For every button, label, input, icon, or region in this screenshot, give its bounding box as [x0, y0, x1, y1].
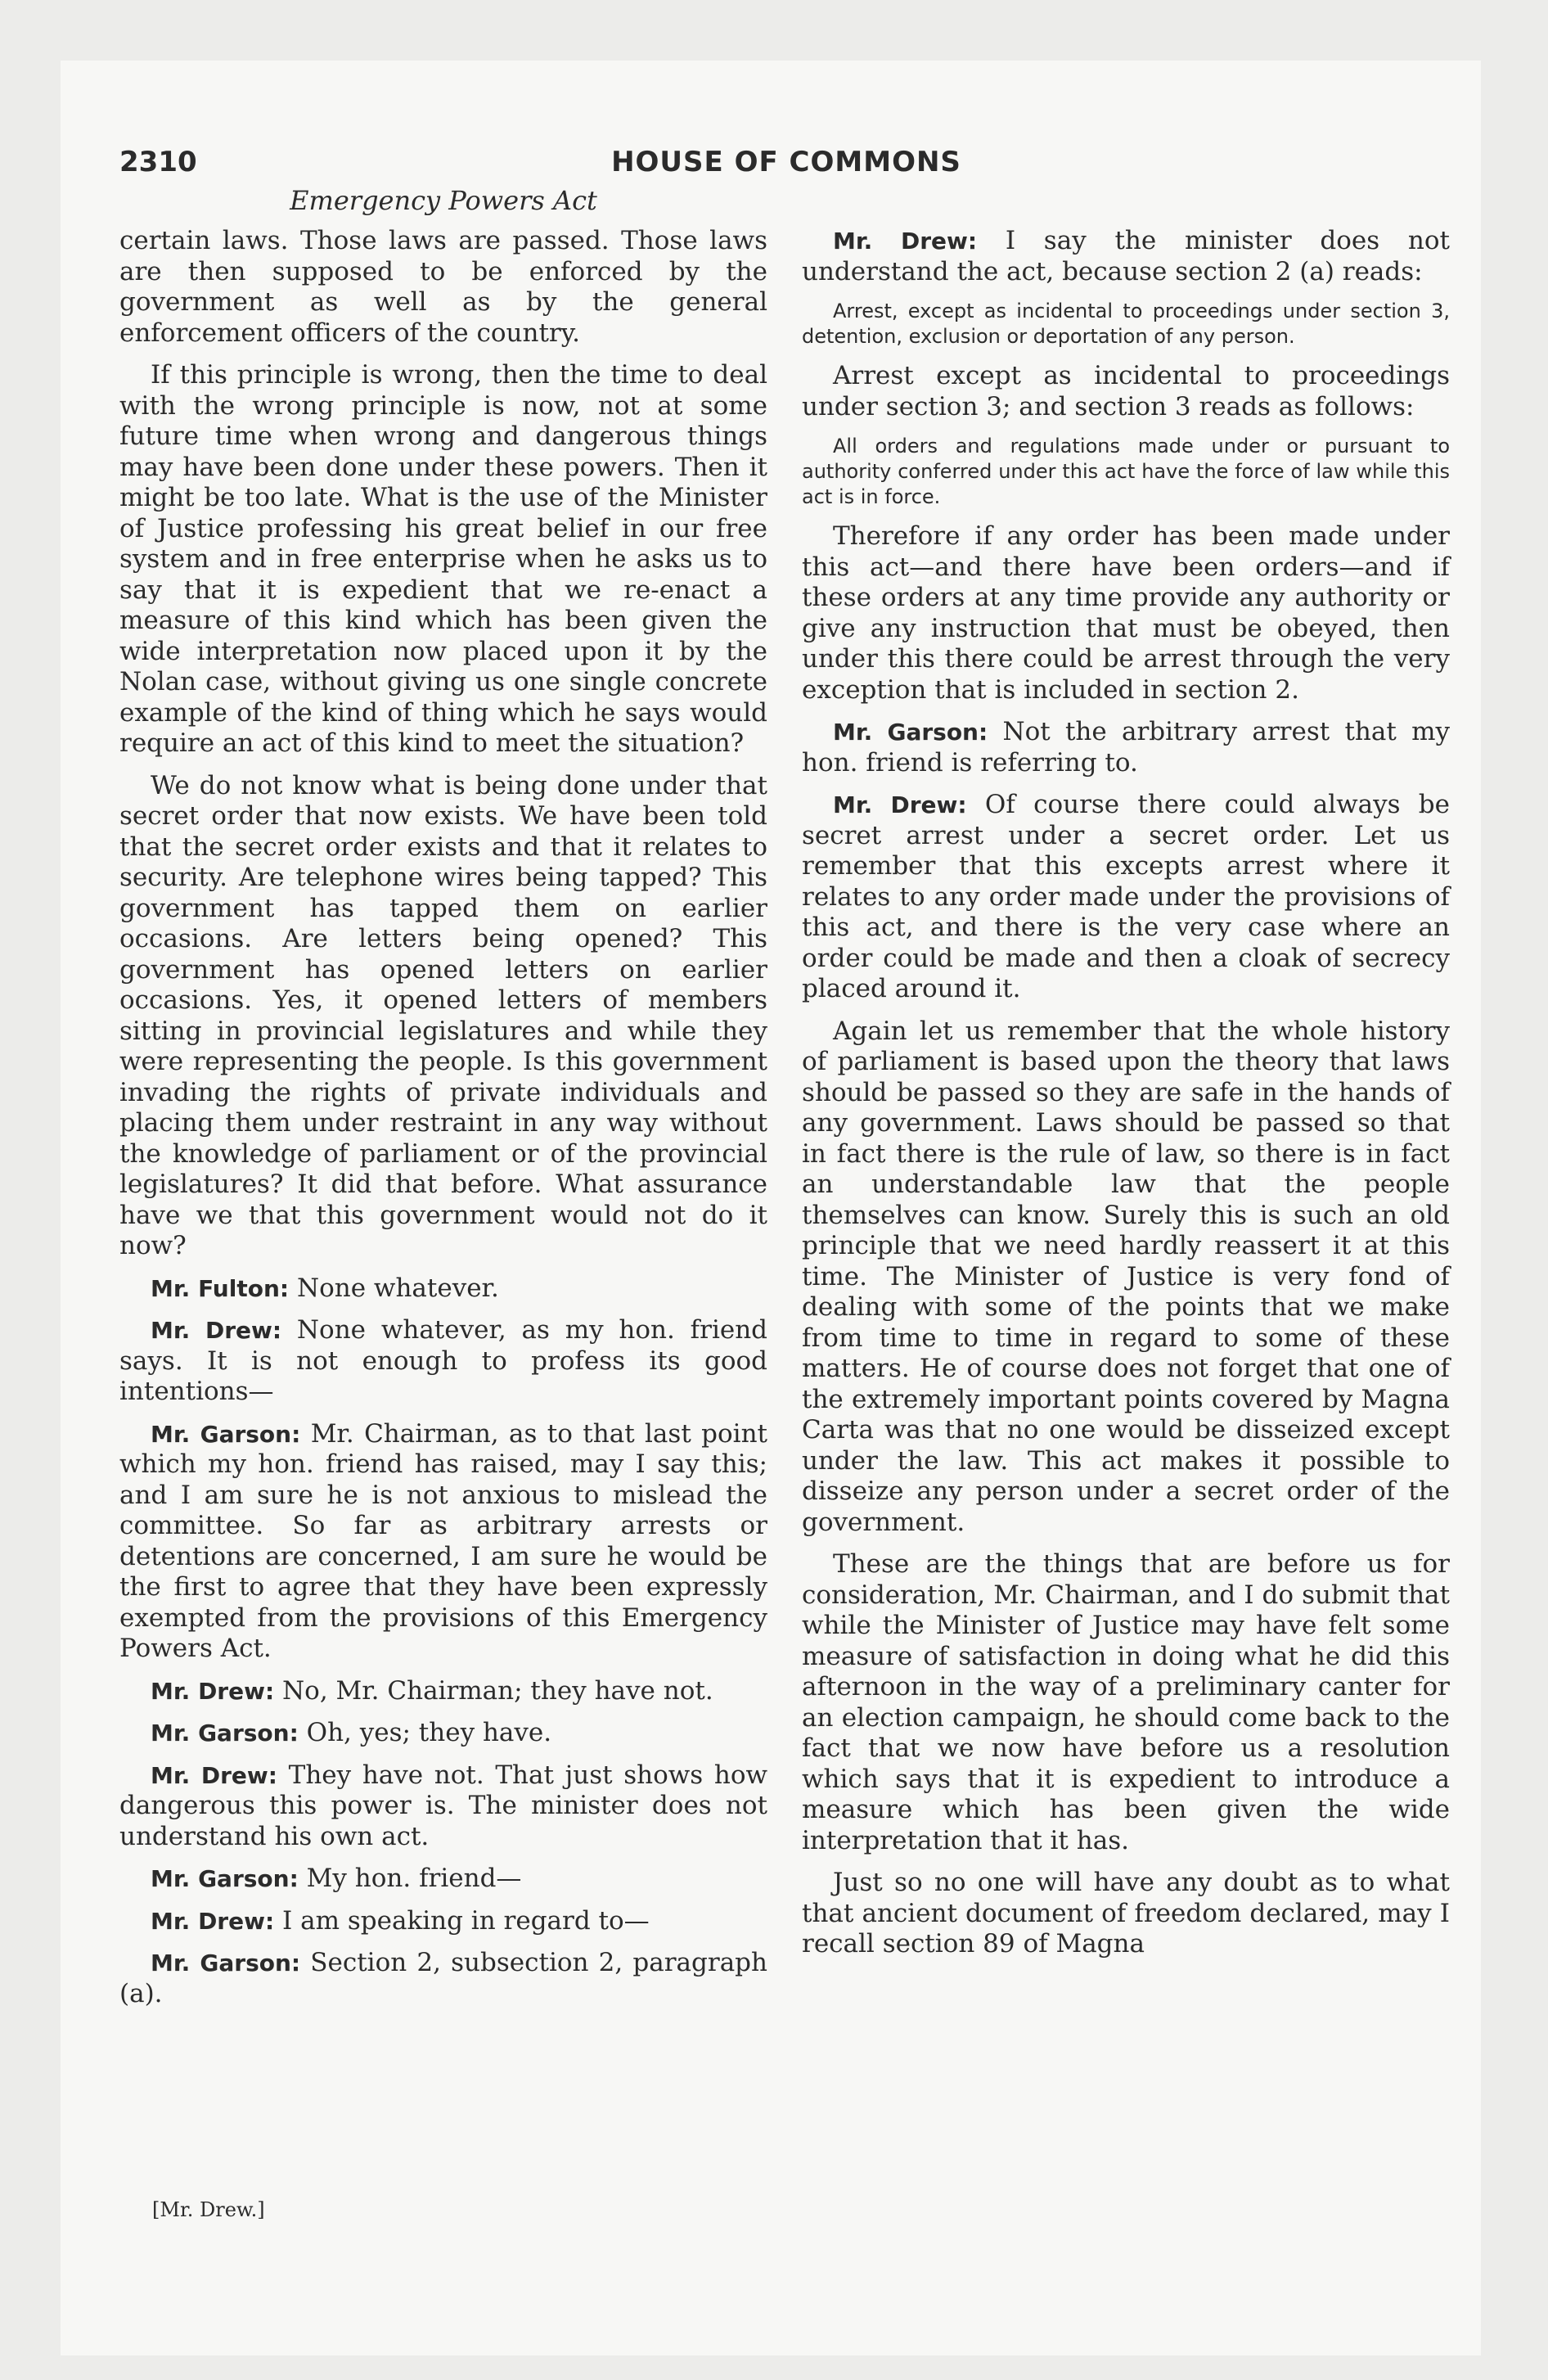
speech-text: I say the minister does not understand the act, because section 2 (a) reads:	[802, 226, 1451, 286]
left-column	[119, 226, 767, 2021]
speaker-name: Mr. Drew:	[151, 1317, 282, 1344]
paragraph: We do not know what is being done under that secret order that now exists. We have been told that the secret order exists and that it relates to security. Are telephone wires being tapped? This government has tapped them on earlier occasions. Are letters being opened? This government has opened letters on earlier occasions. Yes, it opened letters of members sitting in provincial legislatures and while they were representing the people. Is this government invading the rights of private individuals and placing them under restraint in any way without the knowledge of parliament or of the provincial legislatures? It did that before. What assurance have we that this government would not do it now?	[119, 770, 767, 1260]
speech-text: Mr. Chairman, as to that last point which my hon. friend has raised, may I say this; and I am sure he is not anxious to mislead the committee. So far as arbitrary arrests or detentions are concerned, I am sure he would be the first to agree that they have been expressly exempted from the provisions of this Emergency Powers Act.	[119, 1418, 767, 1663]
speech	[119, 1760, 767, 1853]
speaker-name: Mr. Drew:	[151, 1907, 275, 1935]
speech-text: Not the arbitrary arrest that my hon. friend is referring to.	[802, 717, 1450, 778]
speech	[119, 1948, 767, 2009]
speaker-name: Mr. Drew:	[151, 1761, 277, 1789]
speech-text: My hon. friend—	[306, 1864, 522, 1893]
speech	[802, 790, 1450, 1005]
speaker-name: Mr. Garson:	[151, 1865, 299, 1892]
speech	[119, 1419, 767, 1665]
speaker-name: Mr. Drew:	[833, 791, 967, 818]
speech	[119, 1273, 767, 1305]
paragraph: These are the things that are before us for consideration, Mr. Chairman, and I do submit that while the Minister of Justice may have felt some measure of satisfaction in doing what he did this afternoon in the way of a preliminary canter for an election campaign, he should come back to the fact that we now have before us a resolution which says that it is expedient to introduce a measure which has been given the wide interpretation that it has.	[802, 1549, 1450, 1855]
speech-text: They have not. That just shows how dangerous this power is. The minister does not understand his own act.	[119, 1760, 768, 1851]
speech-text: Section 2, subsection 2, paragraph (a).	[119, 1948, 767, 2008]
paragraph: Again let us remember that the whole history of parliament is based upon the theory that laws should be passed so they are safe in the hands of any government. Laws should be passed so that in fact there is the rule of law, so there is in fact an understandable law that the people themselves can know. Surely this is such an old principle that we need hardly reassert it at this time. The Minister of Justice is very fond of dealing with some of the points that we make from time to time in regard to some of these matters. He of course does not forget that one of the extremely important points covered by Magna Carta was that no one would be disseized except under the law. This act makes it possible to disseize any person under a secret order of the government.	[802, 1016, 1450, 1537]
speech	[119, 1864, 767, 1895]
right-column	[802, 226, 1450, 1972]
speech-text: Oh, yes; they have.	[306, 1718, 552, 1747]
page-title: HOUSE OF COMMONS	[611, 146, 961, 178]
running-subtitle: Emergency Powers Act	[290, 185, 597, 216]
speaker-name: Mr. Garson:	[151, 1720, 299, 1747]
speaker-name: Mr. Drew:	[151, 1677, 275, 1705]
paragraph: Therefore if any order has been made under this act—and there have been orders—and if these orders at any time provide any authority or give any instruction that must be obeyed, then under this there could be arrest through the very exception that is included in section 2.	[802, 521, 1450, 705]
speech	[119, 1906, 767, 1937]
page-header	[119, 146, 1453, 185]
speech-text: I am speaking in regard to—	[282, 1905, 650, 1936]
speaker-name: Mr. Garson:	[151, 1950, 301, 1977]
paragraph: Just so no one will have any doubt as to what that ancient document of freedom declared, may I recall section 89 of Magna	[802, 1868, 1450, 1959]
speech	[802, 717, 1450, 778]
speech-text: Of course there could always be secret arrest under a secret order. Let us remember that this excepts arrest where it relates to any order made under the provisions of this act, and there is the very case where an order could be made and then a cloak of secrecy placed around it.	[802, 790, 1451, 1003]
block-quote: Arrest, except as incidental to proceedings under section 3, detention, exclusion or deportation of any person.	[802, 300, 1450, 348]
speech-text: None whatever, as my hon. friend says. It is not enough to profess its good intentions—	[119, 1315, 768, 1406]
paragraph: certain laws. Those laws are passed. Those laws are then supposed to be enforced by the government as well as by the general enforcement officers of the country.	[119, 226, 767, 348]
page-number: 2310	[119, 146, 197, 178]
speaker-name: Mr. Garson:	[833, 719, 988, 746]
speech-text: No, Mr. Chairman; they have not.	[282, 1675, 713, 1706]
speech	[802, 226, 1450, 287]
page-footer: [Mr. Drew.]	[152, 2198, 265, 2221]
speech	[119, 1315, 767, 1408]
speech	[119, 1718, 767, 1749]
speech	[119, 1676, 767, 1707]
speaker-name: Mr. Drew:	[833, 228, 978, 255]
speech-text: None whatever.	[296, 1273, 499, 1303]
speaker-name: Mr. Garson:	[151, 1420, 301, 1448]
paragraph: If this principle is wrong, then the time to deal with the wrong principle is now, not at some future time when wrong and dangerous things may have been done under these powers. Then it might be too late. What is the use of the Minister of Justice professing his great belief in our free system and in free enterprise when he asks us to say that it is expedient that we re-enact a measure of this kind which has been given the wide interpretation now placed upon it by the Nolan case, without giving us one single concrete example of the kind of thing which he says would require an act of this kind to meet the situation?	[119, 360, 767, 758]
block-quote: All orders and regulations made under or pursuant to authority conferred under this act have the force of law while this act is in force.	[802, 435, 1450, 508]
paragraph: Arrest except as incidental to proceedings under section 3; and section 3 reads as follows:	[802, 361, 1450, 421]
speaker-name: Mr. Fulton:	[151, 1274, 290, 1302]
